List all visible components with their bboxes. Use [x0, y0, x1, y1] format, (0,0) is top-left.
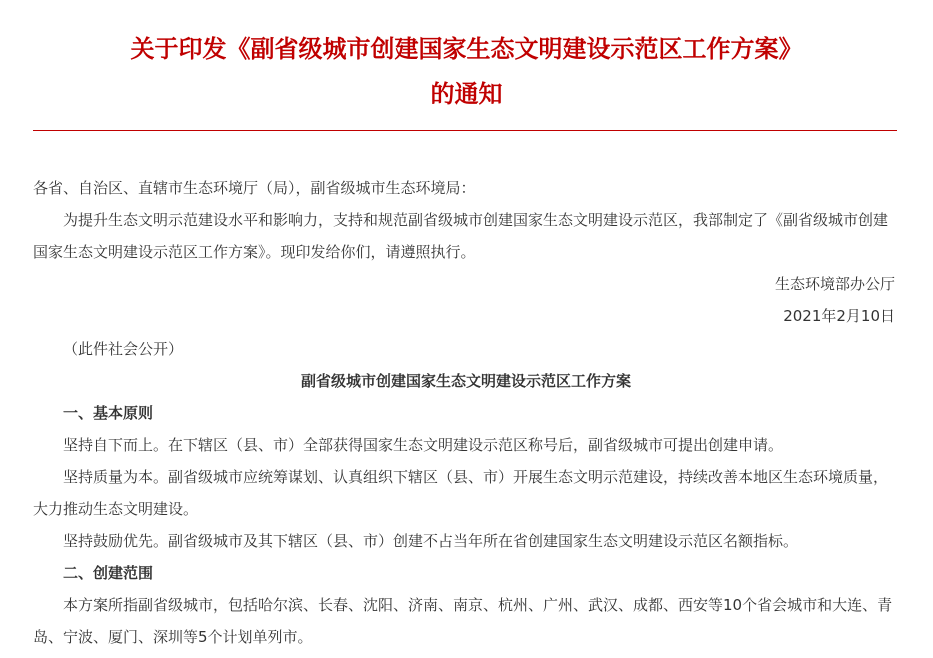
- intro-paragraph: 为提升生态文明示范建设水平和影响力，支持和规范副省级城市创建国家生态文明建设示范区，我部制定了《副省级城市创建国家生态文明建设示范区工作方案》。现印发给你们，请遵照执行。: [33, 211, 889, 261]
- issuer: 生态环境部办公厅: [774, 275, 895, 293]
- document-title-line-1: 关于印发《副省级城市创建国家生态文明建设示范区工作方案》: [130, 35, 803, 63]
- principle-2: 坚持质量为本。副省级城市应统筹谋划、认真组织下辖区（县、市）开展生态文明示范建设，持续改善本地区生态环境质量，大力推动生态文明建设。: [33, 468, 889, 518]
- title-divider: [33, 130, 897, 131]
- scope-paragraph: 本方案所指副省级城市，包括哈尔滨、长春、沈阳、济南、南京、杭州、广州、武汉、成都、西安等10个省会城市和大连、青岛、宁波、厦门、深圳等5个计划单列市。: [33, 596, 893, 646]
- disclosure-note: （此件社会公开）: [63, 340, 184, 358]
- issue-date: 2021年2月10日: [783, 307, 895, 325]
- section-1-heading: 一、基本原则: [63, 404, 154, 422]
- plan-title: 副省级城市创建国家生态文明建设示范区工作方案: [300, 372, 631, 390]
- principle-1: 坚持自下而上。在下辖区（县、市）全部获得国家生态文明建设示范区称号后，副省级城市可提出创建申请。: [63, 436, 784, 454]
- document-title-line-2: 的通知: [430, 80, 503, 108]
- salutation: 各省、自治区、直辖市生态环境厅（局），副省级城市生态环境局：: [33, 179, 476, 197]
- section-2-heading: 二、创建范围: [63, 564, 154, 582]
- principle-3: 坚持鼓励优先。副省级城市及其下辖区（县、市）创建不占当年所在省创建国家生态文明建设示范区名额指标。: [63, 532, 799, 550]
